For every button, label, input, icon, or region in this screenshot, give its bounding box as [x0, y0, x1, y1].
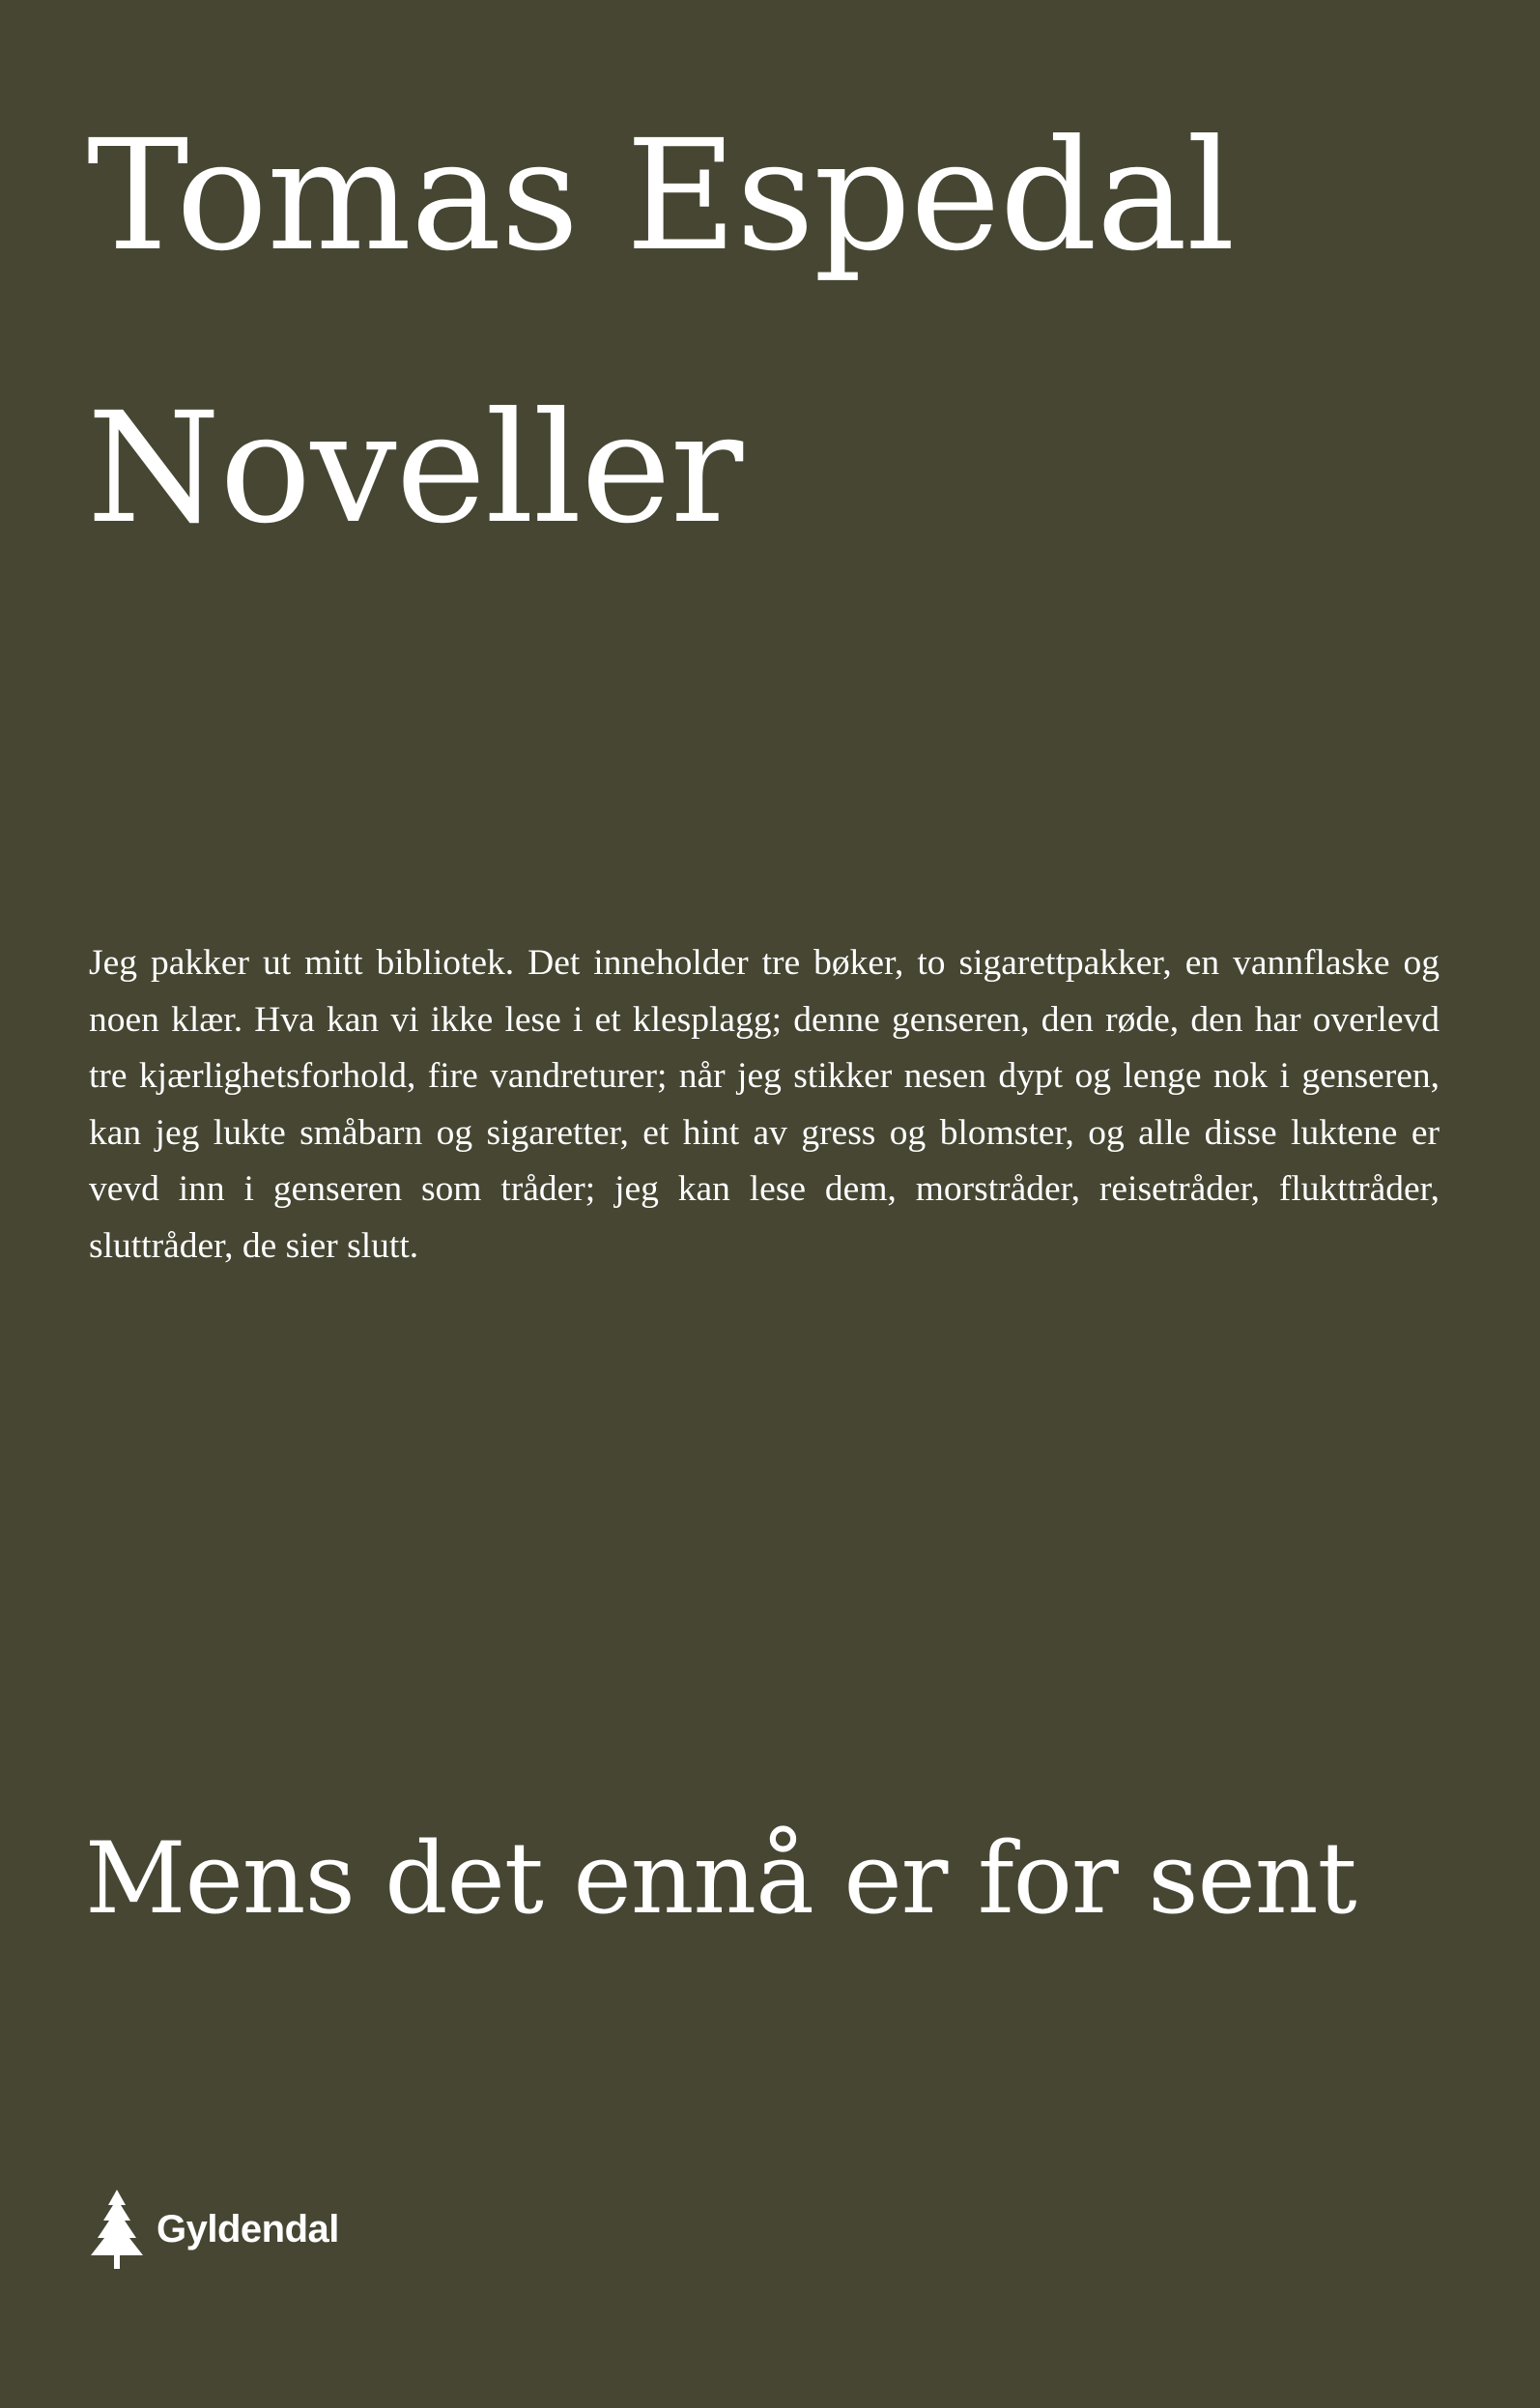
- tree-icon: [87, 2190, 147, 2269]
- publisher-name: Gyldendal: [157, 2208, 339, 2250]
- genre-label: Noveller: [87, 380, 743, 558]
- publisher-logo: [87, 2190, 339, 2269]
- author-name: Tomas Espedal: [87, 107, 1235, 285]
- book-title: Mens det ennå er for sent: [85, 1821, 1356, 1936]
- blurb-text: Jeg pakker ut mitt bibliotek. Det inneholder tre bøker, to sigarettpakker, en vannflaske og noen klær. Hva kan vi ikke lese i et klesplagg; denne genseren, den røde, den har overlevd tre kjærlighetsforhold, fire vandreturer; når jeg stikker nesen dypt og lenge nok i genseren, kan jeg lukte småbarn og sigaretter, et hint av gress og blomster, og alle disse luktene er vevd inn i genseren som tråder; jeg kan lese dem, morstråder, reisetråder, flukttråder, sluttråder, de sier slutt.: [89, 943, 1440, 1266]
